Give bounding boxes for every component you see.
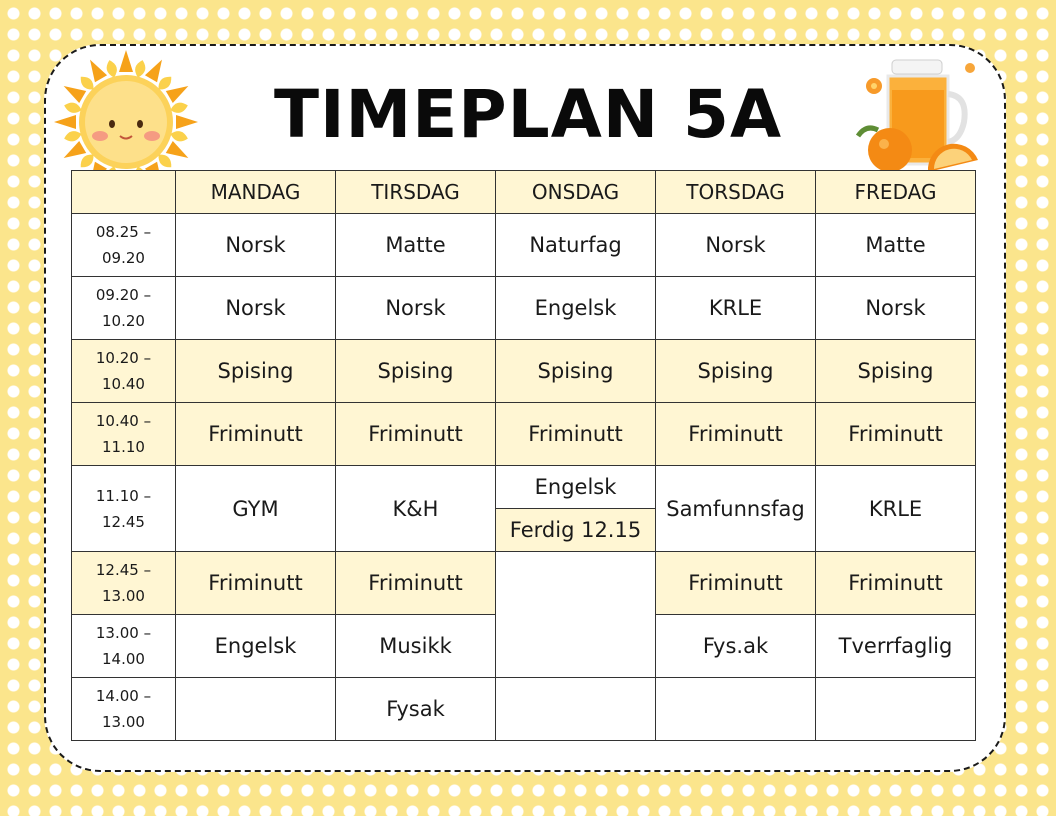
lesson-cell: Friminutt xyxy=(656,403,816,466)
lesson-cell: GYM xyxy=(176,466,336,552)
lesson-cell: Matte xyxy=(336,214,496,277)
break-row xyxy=(72,552,976,615)
empty-cell xyxy=(816,678,976,741)
empty-cell xyxy=(496,678,656,741)
lesson-cell: Friminutt xyxy=(656,552,816,615)
lesson-cell: Spising xyxy=(816,340,976,403)
lesson-cell: Tverrfaglig xyxy=(816,615,976,678)
lesson-cell: Friminutt xyxy=(816,552,976,615)
lesson-cell: Norsk xyxy=(176,277,336,340)
empty-cell xyxy=(496,552,656,678)
time-end: 11.10 xyxy=(102,438,145,456)
time-start: 10.20 – xyxy=(95,349,152,367)
lesson-cell: Norsk xyxy=(336,277,496,340)
time-cell xyxy=(72,466,176,552)
lesson-row xyxy=(72,277,976,340)
finish-note: Ferdig 12.15 xyxy=(496,509,656,552)
time-start: 12.45 – xyxy=(95,561,152,579)
lesson-cell: Friminutt xyxy=(336,403,496,466)
lesson-cell: Spising xyxy=(656,340,816,403)
corner-cell xyxy=(72,171,176,214)
lesson-cell: KRLE xyxy=(816,466,976,552)
empty-cell xyxy=(176,678,336,741)
lesson-cell: Spising xyxy=(336,340,496,403)
time-cell xyxy=(72,552,176,615)
lesson-cell: Norsk xyxy=(816,277,976,340)
time-cell xyxy=(72,403,176,466)
lesson-cell: Musikk xyxy=(336,615,496,678)
time-start: 10.40 – xyxy=(95,412,152,430)
time-start: 14.00 – xyxy=(95,687,152,705)
lesson-cell: Matte xyxy=(816,214,976,277)
break-row xyxy=(72,403,976,466)
time-end: 12.45 xyxy=(102,512,145,531)
lesson-cell: Engelsk xyxy=(176,615,336,678)
time-end: 10.40 xyxy=(102,375,145,393)
time-cell xyxy=(72,340,176,403)
page-title: TIMEPLAN 5A xyxy=(273,76,783,153)
time-end: 14.00 xyxy=(102,650,145,668)
day-header-torsdag: TORSDAG xyxy=(656,171,816,214)
lesson-cell: Spising xyxy=(176,340,336,403)
empty-cell xyxy=(656,678,816,741)
header-row xyxy=(72,171,976,214)
time-end: 10.20 xyxy=(102,312,145,330)
day-header-fredag: FREDAG xyxy=(816,171,976,214)
day-header-onsdag: ONSDAG xyxy=(496,171,656,214)
lesson-cell: Samfunnsfag xyxy=(656,466,816,552)
lesson-row xyxy=(72,678,976,741)
time-end: 13.00 xyxy=(102,713,145,731)
time-start: 11.10 – xyxy=(95,486,152,505)
time-cell xyxy=(72,277,176,340)
lesson-cell: Engelsk xyxy=(496,277,656,340)
day-header-tirsdag: TIRSDAG xyxy=(336,171,496,214)
lesson-cell: Friminutt xyxy=(336,552,496,615)
timetable xyxy=(71,170,976,741)
lesson-cell: Naturfag xyxy=(496,214,656,277)
lesson-cell: Fys.ak xyxy=(656,615,816,678)
time-start: 13.00 – xyxy=(95,624,152,642)
lesson-cell: Friminutt xyxy=(496,403,656,466)
lesson-cell: Norsk xyxy=(656,214,816,277)
time-cell xyxy=(72,615,176,678)
time-end: 09.20 xyxy=(102,249,145,267)
lesson-cell: KRLE xyxy=(656,277,816,340)
day-header-mandag: MANDAG xyxy=(176,171,336,214)
lesson-cell: Fysak xyxy=(336,678,496,741)
lesson-cell: Friminutt xyxy=(176,403,336,466)
meal-row xyxy=(72,340,976,403)
lesson-cell: Friminutt xyxy=(176,552,336,615)
lesson-cell: Friminutt xyxy=(816,403,976,466)
time-end: 13.00 xyxy=(102,587,145,605)
lesson-cell: Spising xyxy=(496,340,656,403)
time-cell xyxy=(72,678,176,741)
lesson-row xyxy=(72,214,976,277)
time-cell xyxy=(72,214,176,277)
time-start: 08.25 – xyxy=(95,223,152,241)
time-start: 09.20 – xyxy=(95,286,152,304)
lesson-cell: K&H xyxy=(336,466,496,552)
lesson-cell: Norsk xyxy=(176,214,336,277)
lesson-cell: Engelsk xyxy=(496,466,656,509)
lesson-row xyxy=(72,466,976,509)
